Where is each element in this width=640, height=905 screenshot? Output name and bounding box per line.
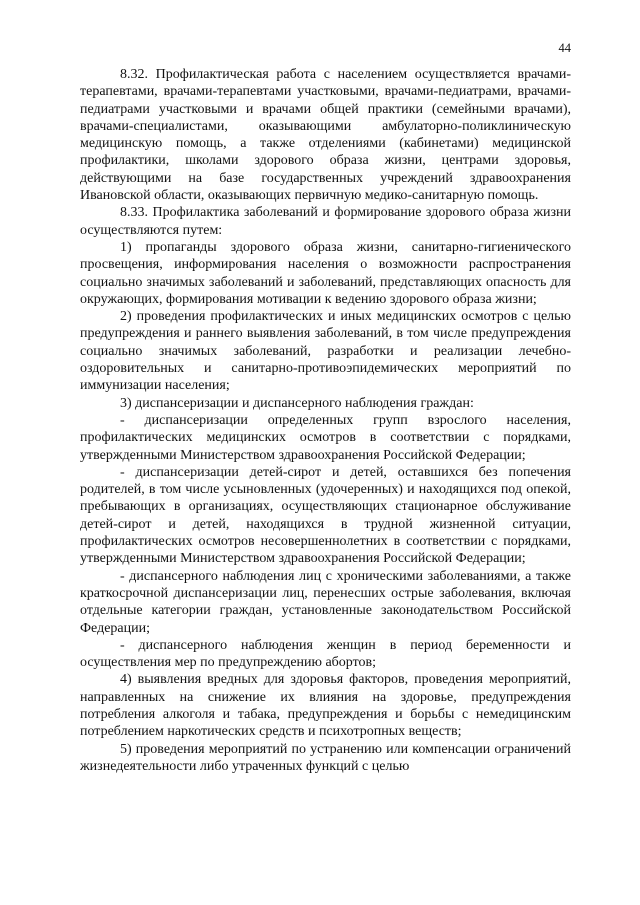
sub-item-orphan-dispensarization: - диспансеризации детей-сирот и детей, оставшихся без попечения родителей, в том числе усыновленных (удочеренных) и находящихся под опекой, пребывающих в организациях, осуществляющих стационарное обслуживание детей-сирот и детей, находящихся в трудной жизненной ситуации, профилактических осмотров несовершеннолетних в соответствии с порядками, утвержденными Министерством здравоохранения Российской Федерации; [80, 464, 571, 567]
paragraph-8-33: 8.33. Профилактика заболеваний и формирование здорового образа жизни осуществляются путем: [80, 205, 571, 238]
sub-item-adult-dispensarization: - диспансеризации определенных групп взрослого населения, профилактических медицинских осмотров в соответствии с порядками, утвержденными Министерством здравоохранения Российской Федерации; [80, 412, 571, 463]
page-number: 44 [558, 41, 571, 55]
paragraph-8-32: 8.32. Профилактическая работа с населением осуществляется врачами-терапевтами, врачами-терапевтами участковыми, врачами-педиатрами, врачами-педиатрами участковыми и врачами общей практики (семейными врачами), врачами-специалистами, оказывающими амбулаторно-поликлиническую медицинскую помощь, а также отделениями (кабинетами) медицинской профилактики, школами здорового образа жизни, центрами здоровья, действующими на базе государственных учреждений здравоохранения Ивановской области, оказывающих первичную медико-санитарную помощь. [80, 67, 571, 204]
document-body [80, 66, 571, 775]
list-item-4: 4) выявления вредных для здоровья факторов, проведения мероприятий, направленных на снижение их влияния на здоровье, предупреждения потребления алкоголя и табака, предупреждения и борьбы с немедицинским потреблением наркотических средств и психотропных веществ; [80, 672, 571, 740]
list-item-2: 2) проведения профилактических и иных медицинских осмотров с целью предупреждения и раннего выявления заболеваний, в том числе предупреждения социально значимых заболеваний, разработки и реализации лечебно-оздоровительных и санитарно-противоэпидемических мероприятий по иммунизации населения; [80, 309, 571, 394]
list-item-3: 3) диспансеризации и диспансерного наблюдения граждан: [120, 395, 474, 411]
list-item-1: 1) пропаганды здорового образа жизни, санитарно-гигиенического просвещения, информирования населения о возможности распространения социально значимых заболеваний и заболеваний, представляющих опасность для окружающих, формирования мотивации к ведению здорового образа жизни; [80, 239, 571, 307]
sub-item-pregnancy-observation: - диспансерного наблюдения женщин в период беременности и осуществления мер по предупреждению абортов; [80, 637, 571, 671]
list-item-5: 5) проведения мероприятий по устранению или компенсации ограничений жизнедеятельности либо утраченных функций с целью [80, 741, 571, 774]
sub-item-chronic-observation: - диспансерного наблюдения лиц с хроническими заболеваниями, а также краткосрочной диспансеризации лиц, перенесших острые заболевания, включая отдельные категории граждан, установленные законодательством Российской Федерации; [80, 568, 571, 636]
